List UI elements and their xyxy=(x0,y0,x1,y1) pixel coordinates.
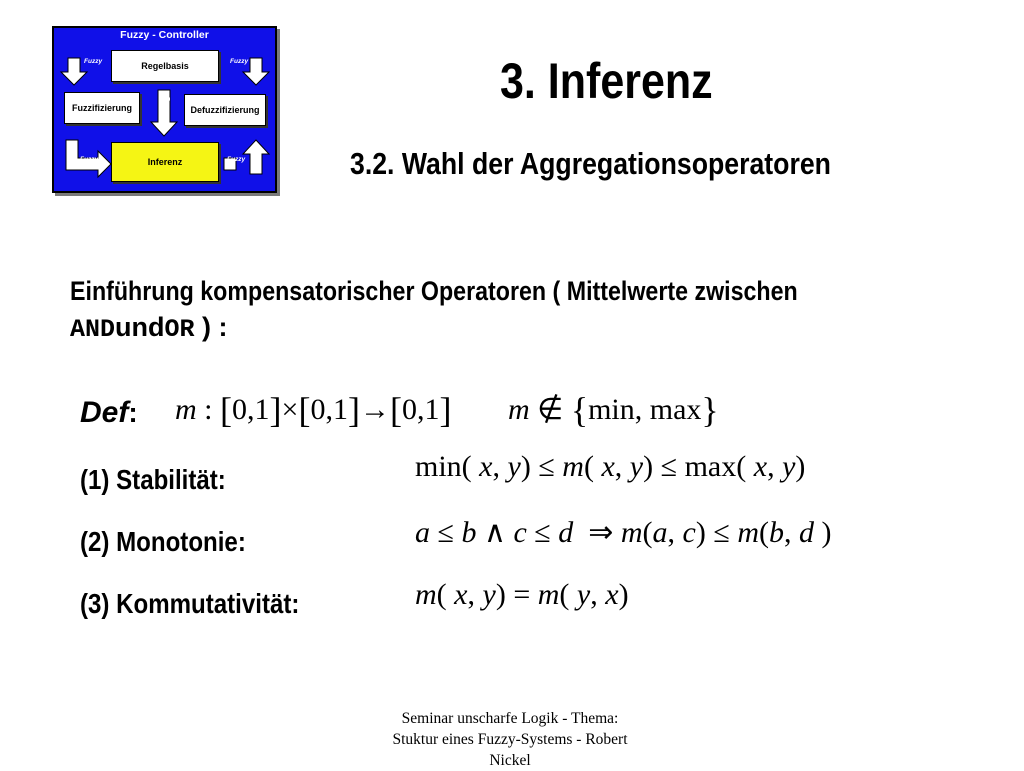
page-title xyxy=(500,53,747,109)
page-title-text: 3. Inferenz xyxy=(500,53,713,109)
and-keyword: AND xyxy=(70,315,116,344)
stabilitaet-label-text: (1) Stabilität: xyxy=(80,464,226,495)
page-subtitle xyxy=(350,148,909,179)
inferenz-label: Inferenz xyxy=(147,157,183,167)
defuzzifizierung-label: Defuzzifizierung xyxy=(190,105,260,115)
intro-line-1-text: Einführung kompensatorischer Operatoren ( Mittelwerte zwischen xyxy=(70,276,798,306)
intro-line-2 xyxy=(70,314,228,342)
fuzzy-tag-top-left: Fuzzy xyxy=(84,58,103,65)
monotonie-label xyxy=(80,528,273,556)
fuzzy-tag-bottom-right: Fuzzy xyxy=(227,156,246,163)
fuzzifizierung-label: Fuzzifizierung xyxy=(72,103,132,113)
footer xyxy=(330,708,690,771)
regelbasis-label: Regelbasis xyxy=(141,61,189,71)
fuzzy-tag-top-right: Fuzzy xyxy=(230,58,249,65)
und-text: und xyxy=(115,312,165,342)
def-colon: : xyxy=(128,397,138,428)
def-label-text: Def xyxy=(80,396,129,429)
defuzzifizierung-box xyxy=(184,94,266,126)
fuzzy-tag-bottom-left: Fuzzy xyxy=(80,156,99,163)
def-formula: m : [0,1]×[0,1]→[0,1] xyxy=(175,390,452,430)
inferenz-box xyxy=(111,142,219,182)
fuzzy-controller-diagram xyxy=(52,26,277,193)
regelbasis-box xyxy=(111,50,219,82)
intro-line-1 xyxy=(70,278,916,305)
kommutativitaet-formula: m( x, y) = m( y, x) xyxy=(415,578,629,611)
footer-line-3: Nickel xyxy=(489,752,531,769)
intro-close-text: ) : xyxy=(194,312,228,342)
stabilitaet-label xyxy=(80,466,250,494)
monotonie-formula: a ≤ b ∧ c ≤ d ⇒ m(a, c) ≤ m(b, d ) xyxy=(415,516,832,549)
arrow-up-right-bottom xyxy=(243,140,269,174)
page-subtitle-text: 3.2. Wahl der Aggregationsoperatoren xyxy=(350,146,831,181)
footer-line-1: Seminar unscharfe Logik - Thema: xyxy=(401,710,619,727)
monotonie-label-text: (2) Monotonie: xyxy=(80,526,246,557)
footer-line-2: Stuktur eines Fuzzy-Systems - Robert xyxy=(392,731,628,748)
diagram-title: Fuzzy - Controller xyxy=(120,29,209,41)
or-keyword: OR xyxy=(164,315,195,344)
def-label xyxy=(80,398,138,428)
stabilitaet-formula: min( x, y) ≤ m( x, y) ≤ max( x, y) xyxy=(415,450,806,483)
fuzzy-tag-center: Fuzzy xyxy=(163,96,171,115)
kommutativitaet-label-text: (3) Kommutativität: xyxy=(80,588,300,619)
kommutativitaet-label xyxy=(80,590,335,618)
def-not-in-formula: m ∉ {min, max} xyxy=(508,390,719,430)
fuzzifizierung-box xyxy=(64,92,140,124)
